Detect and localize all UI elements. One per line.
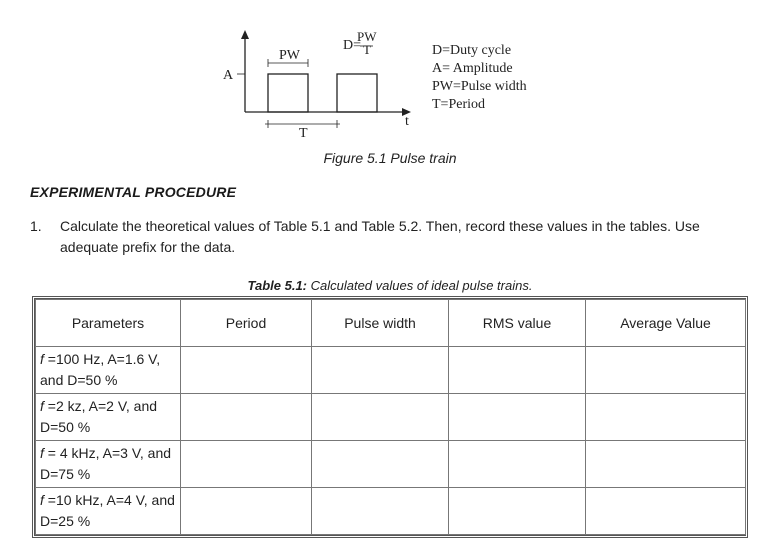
table-row: [36, 347, 746, 394]
table-row: [36, 394, 746, 441]
parameter-cell: f = 4 kHz, A=3 V, and D=75 %: [36, 441, 181, 488]
duty-formula-numerator: PW: [357, 29, 377, 44]
pulse-width-cell[interactable]: [312, 488, 449, 535]
rms-value-cell[interactable]: [449, 347, 586, 394]
period-cell[interactable]: [181, 347, 312, 394]
pulse-width-cell[interactable]: [312, 347, 449, 394]
legend-item: T=Period: [432, 97, 485, 112]
parameter-cell: f =100 Hz, A=1.6 V, and D=50 %: [36, 347, 181, 394]
legend-item: D=Duty cycle: [432, 43, 512, 58]
pw-label: PW: [279, 48, 300, 63]
amplitude-label: A: [223, 68, 234, 83]
table-header-row: [36, 300, 746, 347]
y-axis-arrow: [241, 30, 249, 39]
pulse-width-cell[interactable]: [312, 441, 449, 488]
figure-legend: [432, 42, 527, 114]
legend-item: PW=Pulse width: [432, 79, 527, 94]
average-value-cell[interactable]: [586, 441, 746, 488]
results-table: [35, 299, 746, 535]
table-row: [36, 488, 746, 535]
average-value-cell[interactable]: [586, 488, 746, 535]
figure-caption: Figure 5.1 Pulse train: [323, 150, 457, 166]
table-row: [36, 441, 746, 488]
section-heading: EXPERIMENTAL PROCEDURE: [30, 184, 237, 200]
results-table-frame: [32, 296, 748, 538]
average-value-cell[interactable]: [586, 347, 746, 394]
time-axis-label: t: [405, 114, 409, 129]
parameter-cell: f =10 kHz, A=4 V, and D=25 %: [36, 488, 181, 535]
header-average-value: Average Value: [586, 300, 746, 347]
duty-formula-denominator: T: [363, 42, 371, 57]
table-caption-label: Table 5.1:: [247, 278, 307, 293]
legend-item: A= Amplitude: [432, 61, 513, 76]
step-text: Calculate the theoretical values of Table 5.1 and Table 5.2. Then, record these values in the tables. Use adequate prefix for the data.: [60, 218, 700, 255]
period-label: T: [299, 126, 308, 141]
header-parameters: Parameters: [36, 300, 181, 347]
header-period: Period: [181, 300, 312, 347]
period-cell[interactable]: [181, 488, 312, 535]
duty-formula-lhs: D=: [343, 38, 362, 53]
header-pulse-width: Pulse width: [312, 300, 449, 347]
step-number: 1.: [30, 218, 42, 234]
table-caption: [0, 278, 780, 293]
rms-value-cell[interactable]: [449, 441, 586, 488]
pulse-width-cell[interactable]: [312, 394, 449, 441]
period-cell[interactable]: [181, 394, 312, 441]
average-value-cell[interactable]: [586, 394, 746, 441]
parameter-cell: f =2 kz, A=2 V, and D=50 %: [36, 394, 181, 441]
period-cell[interactable]: [181, 441, 312, 488]
table-caption-text: Calculated values of ideal pulse trains.: [307, 278, 533, 293]
header-rms-value: RMS value: [449, 300, 586, 347]
rms-value-cell[interactable]: [449, 488, 586, 535]
rms-value-cell[interactable]: [449, 394, 586, 441]
